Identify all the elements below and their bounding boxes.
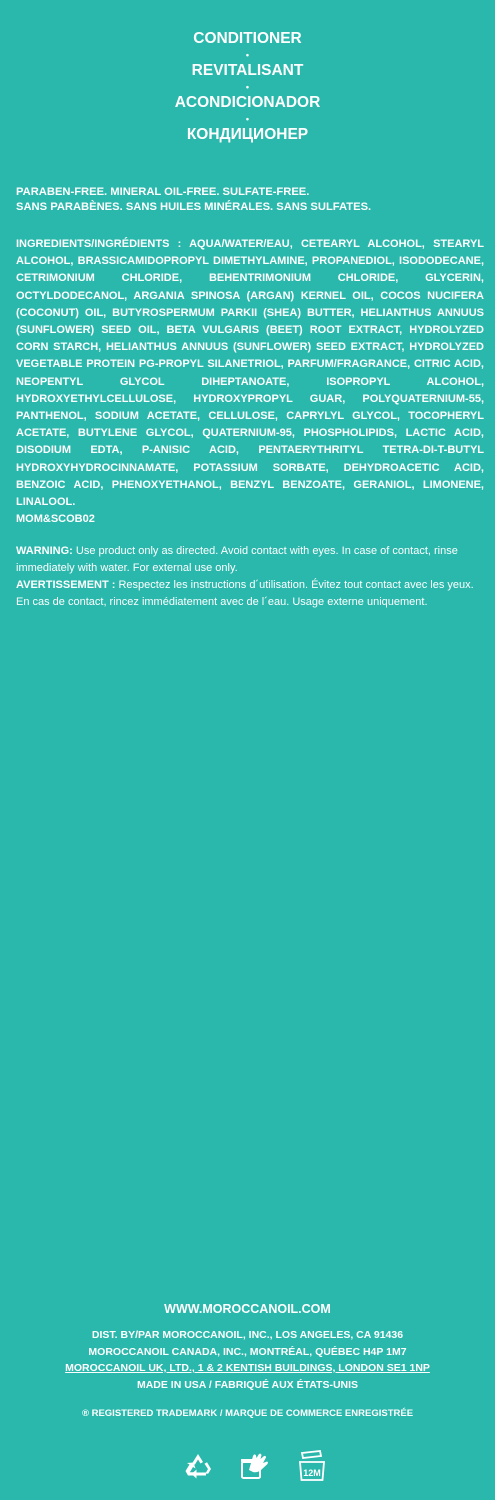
- made-in-line: MADE IN USA / FABRIQUÉ AUX ÉTATS-UNIS: [136, 1378, 359, 1391]
- pao-label: 12M: [303, 1468, 321, 1478]
- product-names: [0, 28, 495, 146]
- footer: [0, 1301, 495, 1421]
- warning-text-fr: Respectez les instructions d´utilisation. Évitez tout contact avec les yeux. En cas de contact, rincez immédiatement avec de l´eau. Usage externe uniquement.: [16, 579, 474, 608]
- ingredients-label: INGREDIENTS/INGRÉDIENTS :: [16, 238, 182, 250]
- separator-dot: •: [245, 114, 250, 124]
- recycle-icon: [180, 1449, 216, 1483]
- canada-address: MOROCCANOIL CANADA, INC., MONTRÉAL, QUÉBEC H4P 1M7: [88, 1345, 407, 1358]
- free-from-fr: SANS PARABÈNES. SANS HUILES MINÉRALES. SANS SULFATES.: [16, 200, 372, 213]
- ingredients-text: AQUA/WATER/EAU, CETEARYL ALCOHOL, STEARYL ALCOHOL, BRASSICAMIDOPROPYL DIMETHYLAMINE, PROPANEDIOL, ISODODECANE, CETRIMONIUM CHLORIDE, BEHENTRIMONIUM CHLORIDE, GLYCERIN, OCTYLDODECANOL, ARGANIA SPINOSA (ARGAN) KERNEL OIL, COCOS NUCIFERA (COCONUT) OIL, BUTYROSPERMUM PARKII (SHEA) BUTTER, HELIANTHUS ANNUUS (SUNFLOWER) SEED OIL, BETA VULGARIS (BEET) ROOT EXTRACT, HYDROLYZED CORN STARCH, HELIANTHUS ANNUUS (SUNFLOWER) SEED EXTRACT, HYDROLYZED VEGETABLE PROTEIN PG-PROPYL SILANETRIOL, PARFUM/FRAGRANCE, CITRIC ACID, NEOPENTYL GLYCOL DIHEPTANOATE, ISOPROPYL ALCOHOL, HYDROXYETHYLCELLULOSE, HYDROXYPROPYL GUAR, POLYQUATERNIUM-55, PANTHENOL, SODIUM ACETATE, CELLULOSE, CAPRYLYL GLYCOL, TOCOPHERYL ACETATE, BUTYLENE GLYCOL, QUATERNIUM-95, PHOSPHOLIPIDS, LACTIC ACID, DISODIUM EDTA, P-ANISIC ACID, PENTAERYTHRITYL TETRA-DI-T-BUTYL HYDROXYHYDROCINNAMATE, POTASSIUM SORBATE, DEHYDROACETIC ACID, BENZOIC ACID, PHENOXYETHANOL, BENZYL BENZOATE, GERANIOL, LIMONENE, LINALOOL.: [16, 238, 484, 509]
- batch-code: MOM&SCOB02: [16, 513, 95, 526]
- ingredients-list: [16, 236, 484, 528]
- website-url: WWW.MOROCCANOIL.COM: [164, 1302, 331, 1316]
- separator-dot: •: [245, 82, 250, 92]
- separator-dot: •: [245, 50, 250, 60]
- product-name-ru: КОНДИЦИОНЕР: [186, 126, 309, 143]
- product-name-es: ACONDICIONADOR: [174, 94, 321, 111]
- warning-label-fr: AVERTISSEMENT :: [16, 579, 116, 591]
- symbol-row: [180, 1448, 330, 1484]
- product-name-en: CONDITIONER: [193, 30, 302, 47]
- open-jar-icon: [294, 1449, 330, 1483]
- warning-text-en: Use product only as directed. Avoid contact with eyes. In case of contact, rinse immediately with water. For external use only.: [16, 545, 458, 574]
- free-from-en: PARABEN-FREE. MINERAL OIL-FREE. SULFATE-FREE.: [16, 186, 310, 198]
- warning-label-en: WARNING:: [16, 545, 73, 557]
- trademark-line: ® REGISTERED TRADEMARK / MARQUE DE COMMERCE ENREGISTRÉE: [81, 1408, 414, 1419]
- uk-address: MOROCCANOIL UK, LTD., 1 & 2 KENTISH BUILDINGS, LONDON SE1 1NP: [65, 1362, 430, 1374]
- hand-in-jar-icon: [237, 1449, 273, 1483]
- warning-block: [16, 543, 484, 611]
- product-name-fr: REVITALISANT: [191, 62, 304, 79]
- free-from-claims: [16, 185, 484, 214]
- distributor-line: DIST. BY/PAR MOROCCANOIL, INC., LOS ANGELES, CA 91436: [91, 1329, 404, 1341]
